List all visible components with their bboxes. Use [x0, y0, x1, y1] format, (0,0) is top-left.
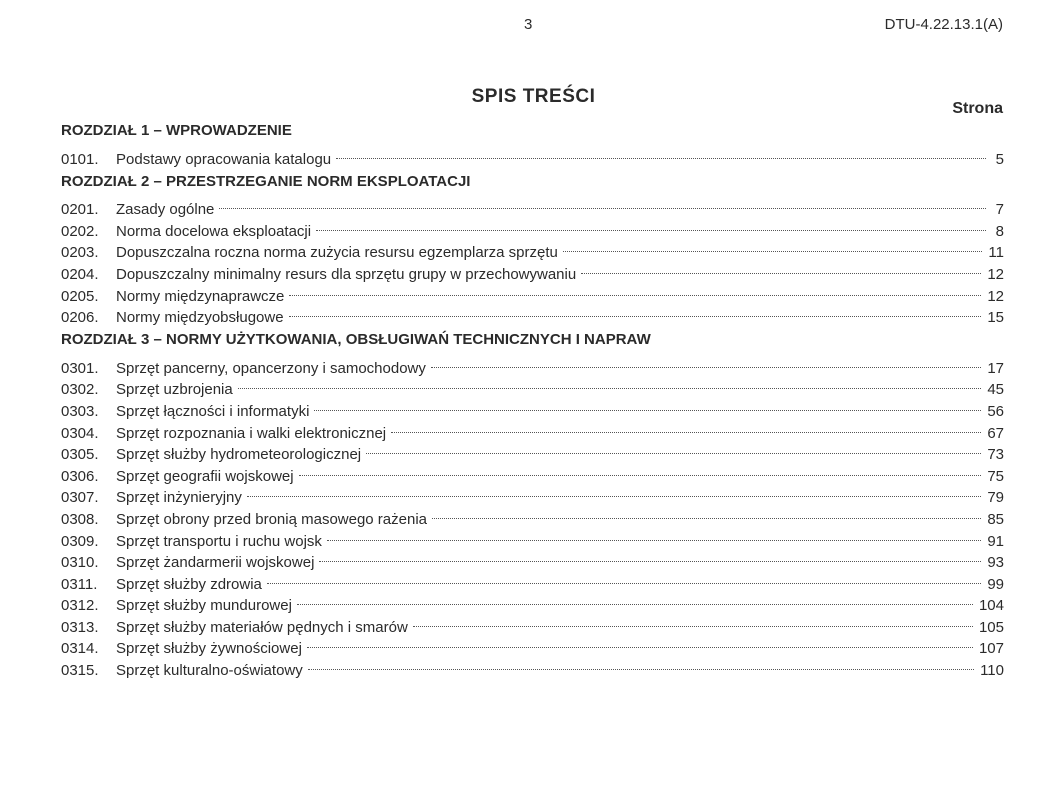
entry-page-number: 73	[987, 446, 1004, 464]
dot-leader	[431, 351, 981, 373]
chapter-heading[interactable]: ROZDZIAŁ 1 – WPROWADZENIE	[61, 122, 292, 139]
entry-title: Norma docelowa eksploatacji	[116, 222, 312, 240]
entry-page-number: 11	[988, 244, 1004, 262]
dot-leader	[563, 236, 983, 258]
entry-title: Sprzęt żandarmerii wojskowej	[116, 554, 315, 572]
dot-leader	[413, 610, 973, 632]
entry-title: Sprzęt służby żywnościowej	[116, 640, 302, 658]
entry-number: 0310.	[61, 554, 99, 572]
dot-leader	[314, 394, 981, 416]
entry-title: Sprzęt służby mundurowej	[116, 597, 292, 615]
entry-number: 0314.	[61, 640, 99, 658]
entry-title: Sprzęt służby hydrometeorologicznej	[116, 446, 362, 464]
dot-leader	[289, 301, 982, 323]
entry-page-number: 15	[987, 309, 1004, 327]
entry-number: 0203.	[61, 244, 99, 262]
entry-number: 0302.	[61, 381, 99, 399]
entry-title: Sprzęt geografii wojskowej	[116, 467, 294, 485]
toc-chapter	[61, 171, 1004, 327]
entry-number: 0306.	[61, 467, 99, 485]
dot-leader	[238, 373, 982, 395]
dot-leader	[432, 502, 981, 524]
toc-entry[interactable]	[61, 193, 1004, 219]
dot-leader	[366, 438, 981, 460]
dot-leader	[327, 524, 981, 546]
entry-title: Sprzęt pancerny, opancerzony i samochodowy	[116, 359, 426, 377]
entry-number: 0308.	[61, 510, 99, 528]
entry-title: Sprzęt łączności i informatyki	[116, 402, 310, 420]
entry-title: Sprzęt służby zdrowia	[116, 575, 262, 593]
table-of-contents	[61, 120, 1004, 680]
entry-page-number: 67	[987, 424, 1004, 442]
entry-title: Podstawy opracowania katalogu	[116, 150, 332, 168]
entry-title: Normy międzynaprawcze	[116, 287, 285, 305]
entry-number: 0304.	[61, 424, 99, 442]
entry-number: 0204.	[61, 265, 99, 283]
entry-title: Sprzęt rozpoznania i walki elektronicznej	[116, 424, 387, 442]
entry-page-number: 104	[978, 597, 1004, 615]
entry-page-number: 12	[987, 265, 1004, 283]
entry-title: Sprzęt transportu i ruchu wojsk	[116, 532, 322, 550]
entry-page-number: 8	[995, 222, 1004, 240]
entry-number: 0301.	[61, 359, 99, 377]
toc-chapter	[61, 120, 1004, 168]
entry-title: Dopuszczalny minimalny resurs dla sprzętu grupy w przechowywaniu	[116, 265, 577, 283]
entry-page-number: 107	[978, 640, 1004, 658]
entry-page-number: 56	[987, 402, 1004, 420]
entry-number: 0315.	[61, 662, 99, 680]
dot-leader	[299, 459, 982, 481]
dot-leader	[336, 142, 986, 164]
toc-title: SPIS TREŚCI	[471, 86, 596, 107]
entry-page-number: 75	[987, 467, 1004, 485]
dot-leader	[219, 193, 986, 215]
page-number: 3	[524, 16, 533, 33]
dot-leader	[308, 653, 974, 675]
entry-title: Dopuszczalna roczna norma zużycia resursu egzemplarza sprzętu	[116, 244, 558, 262]
dot-leader	[391, 416, 981, 438]
entry-page-number: 79	[987, 489, 1004, 507]
entry-page-number: 99	[987, 575, 1004, 593]
entry-title: Normy międzyobsługowe	[116, 309, 284, 327]
entry-number: 0311.	[61, 575, 98, 593]
entry-title: Zasady ogólne	[116, 201, 215, 219]
dot-leader	[289, 279, 981, 301]
page-column-label: Strona	[952, 100, 1003, 117]
entry-page-number: 93	[987, 554, 1004, 572]
entry-page-number: 110	[980, 662, 1004, 680]
entry-page-number: 7	[995, 201, 1004, 219]
entry-title: Sprzęt kulturalno-oświatowy	[116, 662, 303, 680]
dot-leader	[581, 257, 981, 279]
toc-chapter	[61, 329, 1004, 680]
entry-number: 0307.	[61, 489, 99, 507]
entry-number: 0309.	[61, 532, 99, 550]
dot-leader	[319, 546, 981, 568]
entry-number: 0313.	[61, 618, 99, 636]
entry-title: Sprzęt inżynieryjny	[116, 489, 242, 507]
entry-page-number: 17	[987, 359, 1004, 377]
entry-title: Sprzęt obrony przed bronią masowego rażenia	[116, 510, 428, 528]
entry-number: 0205.	[61, 287, 99, 305]
toc-entry[interactable]	[61, 142, 1004, 168]
entry-title: Sprzęt służby materiałów pędnych i smarów	[116, 618, 408, 636]
entry-page-number: 85	[987, 510, 1004, 528]
toc-entry[interactable]	[61, 351, 1004, 377]
entry-number: 0312.	[61, 597, 99, 615]
dot-leader	[267, 567, 981, 589]
entry-title: Sprzęt uzbrojenia	[116, 381, 233, 399]
entry-page-number: 45	[987, 381, 1004, 399]
entry-page-number: 91	[987, 532, 1004, 550]
entry-number: 0305.	[61, 446, 99, 464]
entry-number: 0201.	[61, 201, 99, 219]
entry-number: 0206.	[61, 309, 99, 327]
chapter-heading[interactable]: ROZDZIAŁ 2 – PRZESTRZEGANIE NORM EKSPLOATACJI	[61, 172, 471, 190]
entry-number: 0202.	[61, 222, 99, 240]
chapter-heading[interactable]: ROZDZIAŁ 3 – NORMY UŻYTKOWANIA, OBSŁUGIWAŃ TECHNICZNYCH I NAPRAW	[61, 331, 651, 349]
dot-leader	[297, 589, 973, 611]
entry-page-number: 105	[978, 618, 1004, 636]
entry-page-number: 12	[987, 287, 1004, 305]
entry-number: 0303.	[61, 402, 99, 420]
dot-leader	[247, 481, 981, 503]
document-code: DTU-4.22.13.1(A)	[884, 16, 1003, 33]
entry-number: 0101.	[61, 150, 99, 168]
entry-page-number: 5	[995, 150, 1004, 168]
dot-leader	[316, 214, 986, 236]
dot-leader	[307, 632, 973, 654]
